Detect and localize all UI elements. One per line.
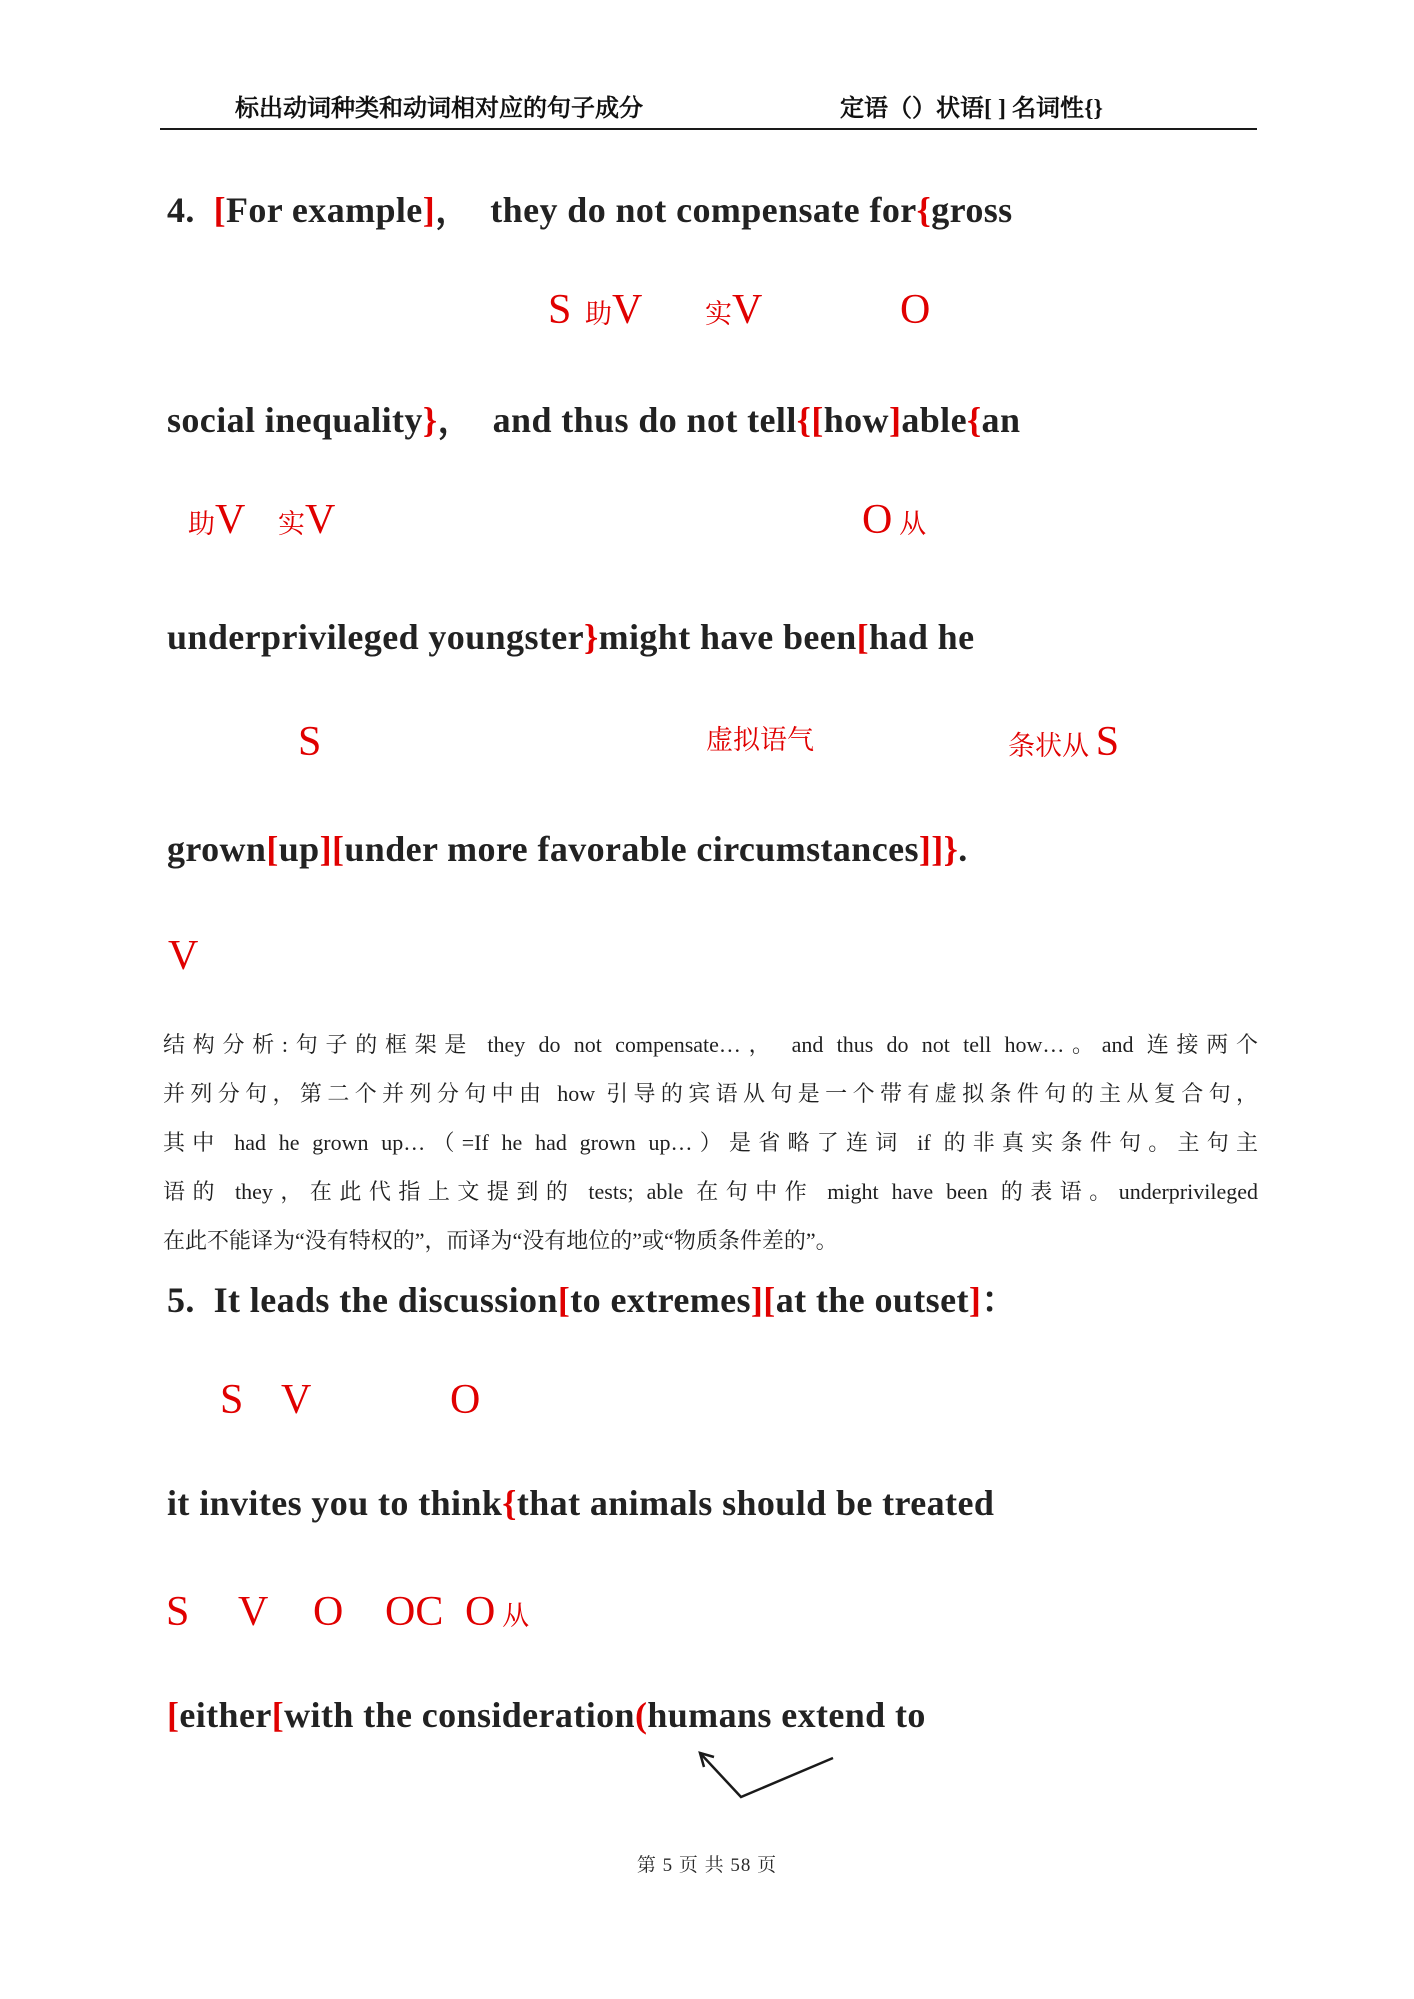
page-header-legend: 定语（）状语[ ] 名词性{} [840,96,1103,122]
sentence4-line3 [167,616,974,658]
grammar-bracket: [ [856,617,869,657]
page-number: 第 5 页 共 58 页 [636,1855,778,1876]
grammar-bracket: [ [557,1280,571,1320]
sentence-text: under more favorable circumstances [344,829,919,869]
sentence-text: . [958,829,968,869]
sentence4-line1 [167,182,1013,233]
annotation-row-3 [0,718,1414,776]
annotation-text: V [305,497,336,543]
conditional-adverbial-clause-label [1008,718,1119,766]
annotation-text: S [220,1377,244,1423]
sentence-text: able [901,400,967,440]
annotation-text: V [732,287,763,333]
analysis-line: 在此不能译为“没有特权的”，而译为“没有地位的”或“物质条件差的”。 [163,1228,838,1253]
auxiliary-verb-label [585,286,642,334]
grammar-bracket: ][ [319,829,345,869]
object-label [450,1376,480,1424]
grammar-bracket: [ [167,1695,180,1735]
page-header-title: 标出动词种类和动词相对应的句子成分 [235,96,643,122]
analysis-line: 语的 they，在此代指上文提到的 tests; able 在句中作 might have been 的表语。underprivileged [163,1179,1258,1204]
annotation-row-1 [0,286,1414,344]
object-clause-label [465,1588,529,1636]
annotation-text: V [281,1377,312,1423]
object-label [313,1588,343,1636]
analysis-line: 其中 had he grown up…（=If he had grown up…）是省略了连词 if 的非真实条件句。主句主 [163,1130,1258,1155]
annotation-text: V [612,287,643,333]
sentence-text: had he [869,617,975,657]
annotation-text: 从 [495,1601,530,1631]
grammar-bracket: ] [888,400,902,440]
analysis-line: 并列分句，第二个并列分句中由 how 引导的宾语从句是一个带有虚拟条件句的主从复合句， [163,1081,1258,1106]
annotation-text: S [298,719,322,765]
main-verb-label [278,496,335,544]
sentence-text: with the consideration [284,1695,635,1735]
sentence-text: an [981,400,1021,440]
grammar-bracket: } [584,617,599,657]
sentence-text: 5. It leads the discussion [167,1280,558,1320]
annotation-text: 虚拟语气 [706,725,814,755]
annotation-text: 条状从 [1008,731,1096,761]
sentence4-line4 [167,828,968,870]
auxiliary-verb-label [188,496,245,544]
annotation-text: OC [385,1589,444,1635]
grammar-bracket: ] [968,1280,982,1320]
grammar-bracket: {[ [796,400,824,440]
object-clause-label [862,496,926,544]
sentence-text: that animals should be treated [516,1483,995,1523]
sentence-text: underprivileged youngster [167,617,585,657]
object-complement-label [385,1588,443,1636]
sentence-text: social inequality [167,400,423,440]
sentence5-line1 [167,1272,1018,1323]
grammar-bracket: { [502,1483,517,1523]
grammar-bracket: { [916,190,932,230]
annotation-text: O [313,1589,344,1635]
subject-label [166,1588,189,1636]
sentence5-line3 [167,1694,926,1736]
grammar-bracket: ] [422,190,436,230]
annotation-text: 从 [892,509,927,539]
sentence-text: For example [226,190,423,230]
header-divider [160,128,1257,130]
sentence-text: grown [167,829,267,869]
annotation-row-6 [0,1588,1414,1646]
grammar-bracket: ][ [750,1280,776,1320]
annotation-text: O [862,497,893,543]
subject-label [220,1376,243,1424]
sentence-text: at the outset [775,1280,969,1320]
verb-label [168,932,198,980]
sentence-text: might have been [598,617,857,657]
sentence-text: gross [931,190,1013,230]
main-verb-label [705,286,762,334]
annotation-text: O [450,1377,481,1423]
sentence-text: ： [981,1280,1018,1320]
annotation-row-5 [0,1376,1414,1434]
annotation-text: V [168,933,199,979]
annotation-text: V [238,1589,269,1635]
sentence5-line2 [167,1482,994,1524]
grammar-bracket: ( [634,1695,648,1735]
sentence-text: to extremes [570,1280,751,1320]
sentence-text: ， they do not compensate for [435,190,917,230]
grammar-bracket: [ [266,829,279,869]
sentence-text: it invites you to think [167,1483,503,1523]
annotation-text: 实 [278,509,305,539]
annotation-text: O [465,1589,496,1635]
grammar-bracket: [ [271,1695,285,1735]
grammar-bracket: { [966,400,982,440]
subject-label [298,718,321,766]
annotation-text: S [548,287,572,333]
object-label [900,286,930,334]
subjunctive-mood-label [706,718,814,757]
subject-label [548,286,571,334]
verb-label [281,1376,311,1424]
annotation-row-4 [0,932,1414,990]
sentence-text: humans extend to [647,1695,926,1735]
annotation-text: 实 [705,299,732,329]
grammar-bracket: [ [213,190,226,230]
structure-analysis-paragraph [163,1020,1258,1265]
annotation-text: 助 [585,299,612,329]
sentence-text: either [179,1695,272,1735]
annotation-text: V [215,497,246,543]
annotation-row-2 [0,496,1414,554]
annotation-text: S [166,1589,190,1635]
analysis-line: 结构分析:句子的框架是 they do not compensate…， and thus do not tell how…。and 连接两个 [163,1032,1258,1057]
sentence-text: 4. [167,190,214,230]
annotation-text: S [1095,719,1120,765]
sentence-text: ， and thus do not tell [437,400,797,440]
sentence-text: how [823,400,889,440]
grammar-bracket: ]]} [918,829,959,869]
annotation-text: 助 [188,509,215,539]
verb-label [238,1588,268,1636]
sentence4-line2 [167,392,1020,443]
grammar-bracket: } [422,400,438,440]
sentence-text: up [278,829,320,869]
annotation-text: O [900,287,931,333]
